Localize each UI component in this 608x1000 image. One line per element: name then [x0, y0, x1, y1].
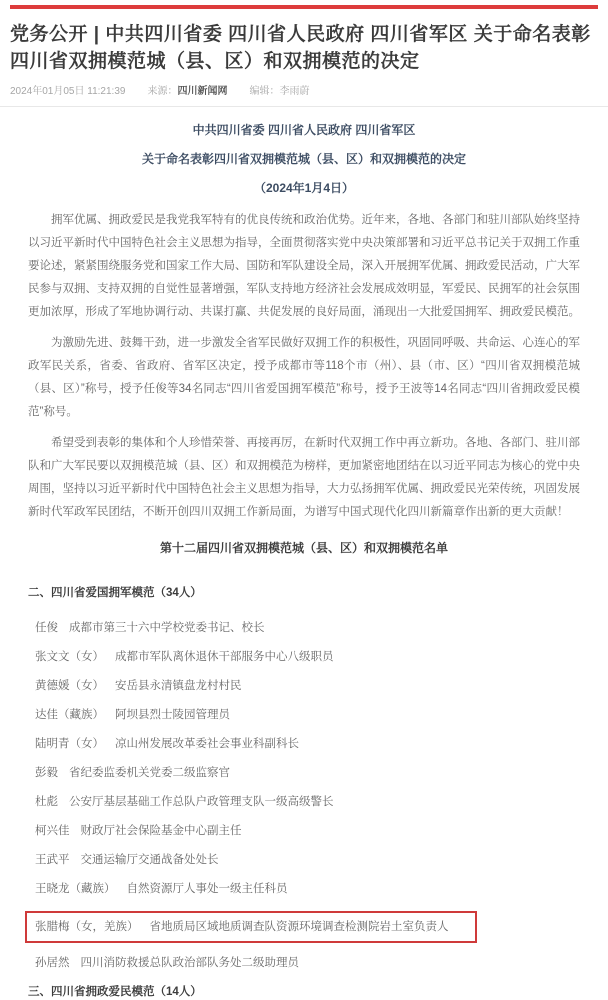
- header-divider: [0, 106, 608, 107]
- honoree-position: 省地质局区域地质调查队资源环境调查检测院岩土室负责人: [149, 921, 449, 933]
- honoree-name: 黄德媛（女）: [35, 680, 104, 692]
- source: [147, 82, 227, 97]
- honoree-position: 安岳县永清镇盘龙村村民: [115, 680, 242, 692]
- article-meta: [10, 82, 598, 97]
- article-body: [0, 122, 608, 1000]
- list-item: [35, 621, 580, 635]
- body-paragraph: 希望受到表彰的集体和个人珍惜荣誉、再接再厉，在新时代双拥工作中再立新功。各地、各部门、驻川部队和广大军民要以双拥模范城（县、区）和双拥模范为榜样，更加紧密地团结在以习近平同志为核心的党中央周围，坚持以习近平新时代中国特色社会主义思想为指导，大力弘扬拥军优属、拥政爱民光荣传统，巩固发展新时代军政军民团结，不断开创四川双拥工作新局面，为谱写中国式现代化四川新篇章作出新的更大贡献！: [28, 437, 580, 518]
- list-item-content: [35, 956, 299, 970]
- list-item: [35, 679, 580, 693]
- publish-datetime: 2024年01月05日 11:21:39: [10, 86, 126, 97]
- section-heading-aiguo-yongjun: 二、四川省爱国拥军模范（34人）: [28, 587, 202, 599]
- source-link[interactable]: 四川新闻网: [177, 86, 228, 97]
- editor-label: 编辑：: [249, 86, 280, 97]
- honoree-position: 四川消防救援总队政治部队务处二级助理员: [80, 957, 299, 969]
- list-item: [35, 737, 580, 751]
- list-item: [35, 882, 580, 896]
- list-item-content: [35, 679, 242, 693]
- honoree-name: 达佳（藏族）: [35, 709, 104, 721]
- list-item: [35, 708, 580, 722]
- document-header: [28, 122, 580, 196]
- editor: [249, 82, 309, 97]
- honoree-name: 柯兴佳: [35, 825, 70, 837]
- honoree-name: 杜彪: [35, 796, 58, 808]
- list-item-content: [35, 621, 265, 635]
- honoree-name: 张文文（女）: [35, 651, 104, 663]
- page-title: 党务公开 | 中共四川省委 四川省人民政府 四川省军区 关于命名表彰四川省双拥模范城（县、区）和双拥模范的决定: [10, 24, 591, 72]
- source-label: 来源：: [147, 86, 178, 97]
- honoree-position: 交通运输厅交通战备处处长: [80, 854, 219, 866]
- honoree-name: 彭毅: [35, 767, 58, 779]
- honoree-name: 王武平: [35, 854, 70, 866]
- document-header-line: 关于命名表彰四川省双拥模范城（县、区）和双拥模范的决定: [141, 152, 466, 166]
- honoree-name: 陆明青（女）: [35, 738, 104, 750]
- list-item: [35, 956, 580, 970]
- body-paragraph: 拥军优属、拥政爱民是我党我军特有的优良传统和政治优势。近年来，各地、各部门和驻川部队始终坚持以习近平新时代中国特色社会主义思想为指导，全面贯彻落实党中央决策部署和习近平总书记关于双拥工作重要论述，紧紧围绕服务党和国家工作大局、国防和军队建设全局，深入开展拥军优属、拥政爱民活动，广大军民参与双拥、支持双拥的自觉性显著增强，军队支持地方经济社会发展成效明显，军爱民、民拥军的社会氛围更加浓厚，形成了军地协调行动、共谋打赢、共促发展的良好局面，涌现出一大批爱国拥军、拥政爱民模范。: [28, 214, 580, 318]
- list-item-content: [35, 824, 242, 838]
- list-item-content: [25, 911, 477, 943]
- list-item-content: [35, 853, 219, 867]
- honoree-list: [28, 621, 580, 970]
- document-header-line: 中共四川省委 四川省人民政府 四川省军区: [192, 123, 416, 137]
- honoree-name: 张腊梅（女，羌族）: [35, 921, 139, 933]
- list-item: [35, 795, 580, 809]
- list-item: [35, 766, 580, 780]
- list-item: [35, 853, 580, 867]
- list-item-content: [35, 708, 230, 722]
- editor-name: 李雨蔚: [279, 86, 310, 97]
- section-heading-yongzheng-aimin: 三、四川省拥政爱民模范（14人）: [28, 986, 202, 998]
- honoree-position: 凉山州发展改革委社会事业科副科长: [115, 738, 299, 750]
- list-item-content: [35, 737, 299, 751]
- honoree-name: 王晓龙（藏族）: [35, 883, 116, 895]
- list-item: [35, 824, 580, 838]
- document-header-line: （2024年1月4日）: [253, 181, 355, 195]
- honoree-position: 成都市第三十六中学校党委书记、校长: [69, 622, 265, 634]
- honoree-position: 自然资源厅人事处一级主任科员: [126, 883, 288, 895]
- honoree-position: 公安厅基层基础工作总队户政管理支队一级高级警长: [69, 796, 334, 808]
- honoree-position: 省纪委监委机关党委二级监察官: [69, 767, 230, 779]
- body-paragraphs: [28, 209, 580, 524]
- list-item-content: [35, 650, 334, 664]
- honoree-name: 孙居然: [35, 957, 70, 969]
- honoree-position: 财政厅社会保险基金中心副主任: [80, 825, 242, 837]
- honoree-list-title: 第十二届四川省双拥模范城（县、区）和双拥模范名单: [159, 541, 448, 555]
- honoree-position: 成都市军队离休退休干部服务中心八级职员: [115, 651, 334, 663]
- top-accent-bar: [10, 5, 598, 9]
- list-item: [35, 911, 580, 943]
- list-item: [35, 650, 580, 664]
- honoree-name: 任俊: [35, 622, 58, 634]
- body-paragraph: 为激励先进、鼓舞干劲，进一步激发全省军民做好双拥工作的积极性，巩固同呼吸、共命运、心连心的军政军民关系，省委、省政府、省军区决定，授予成都市等118个市（州）、县（市、区）“四川省双拥模范城（县、区）”称号，授予任俊等34名同志“四川省爱国拥军模范”称号，授予王波等14名同志“四川省拥政爱民模范”称号。: [28, 337, 580, 418]
- honoree-position: 阿坝县烈士陵园管理员: [115, 709, 230, 721]
- list-item-content: [35, 766, 230, 780]
- list-item-content: [35, 882, 288, 896]
- list-item-content: [35, 795, 334, 809]
